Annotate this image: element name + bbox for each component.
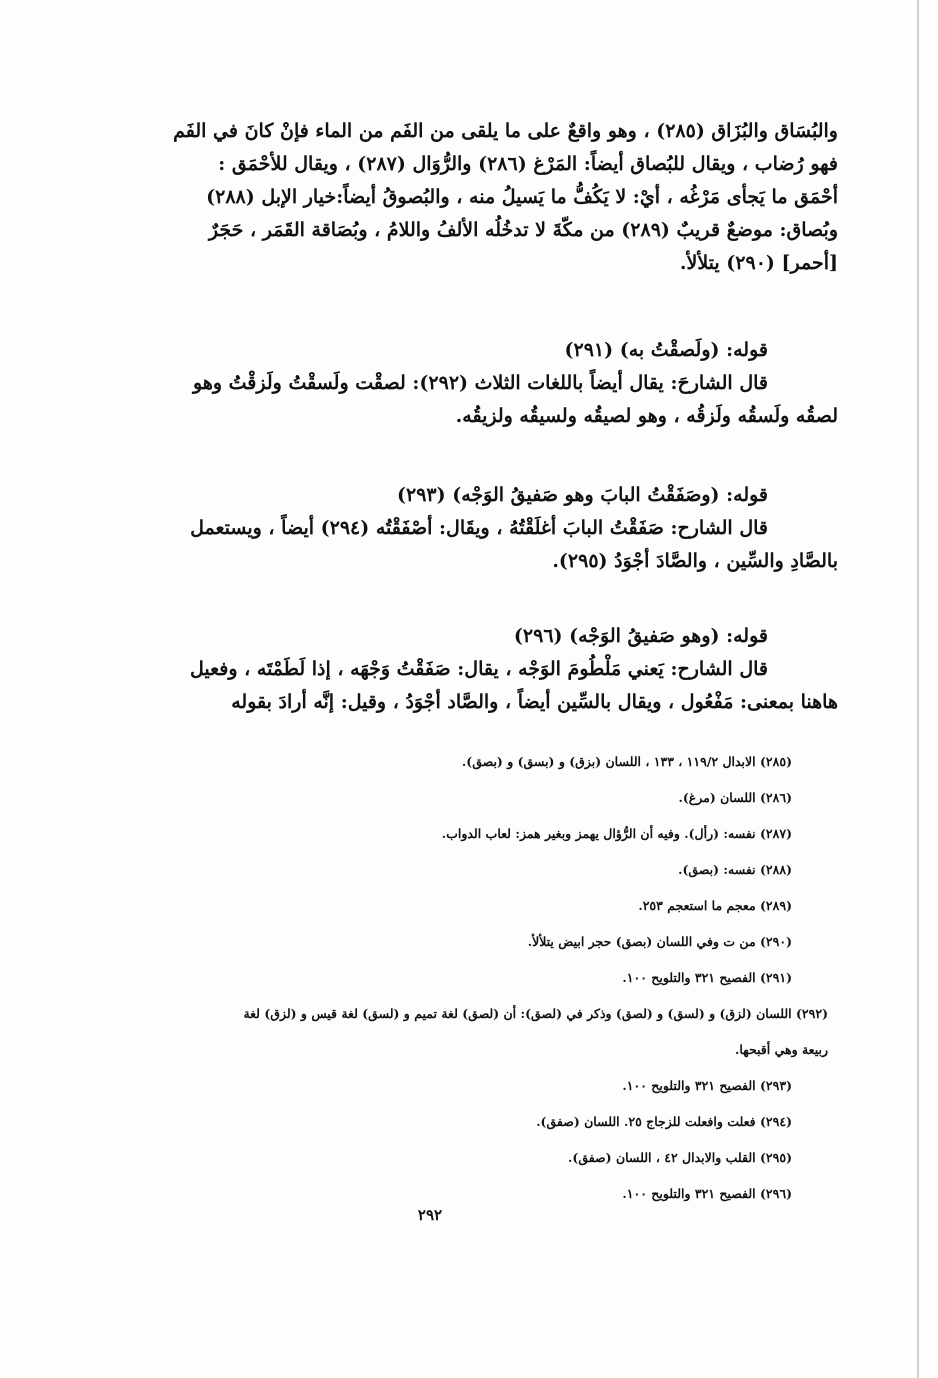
footnote: (٢٩٦) الفصيح ٣٢١ والتلويح ١٠٠. <box>622 1186 792 1201</box>
text-line: قال الشارح: صَفَقْتُ البابَ أغلَقْتُهُ ، ويقَال: أصْفَقْتُه (٢٩٤) أيضاً ، ويستعمل <box>190 517 768 539</box>
text-line: بالصَّادِ والسِّين ، والصَّادَ أجْوَدُ (٢٩٥). <box>552 550 838 572</box>
footnote: (٢٩٢) اللسان (لزق) و (لسق) و (لصق) وذكر في (لصق): أن (لصق) لغة تميم و (لسق) لغة قيس و (لزق) لغة <box>243 1006 828 1021</box>
footnote: (٢٨٧) نفسه: (رأل). وفيه أن الرُّؤال يهمز وبغير همز: لعاب الدواب. <box>441 826 792 841</box>
scan-edge-line <box>917 0 919 1378</box>
text-line: فهو رُضاب ، ويقال للبُصاق أيضاً: المَرْغ (٢٨٦) والرُّوَال (٢٨٧) ، ويقال للأحْمَق : <box>218 153 838 175</box>
quote-heading: قوله: (ولَصقْتُ به) (٢٩١) <box>564 339 768 361</box>
footnotes <box>120 744 828 1212</box>
paragraph-3 <box>128 479 838 578</box>
footnote: (٢٩٣) الفصيح ٣٢١ والتلويح ١٠٠. <box>622 1078 792 1093</box>
text-line: والبُسَاق والبُزَاق (٢٨٥) ، وهو واقعٌ على ما يلقى من الفَم من الماء فإنْ كانَ في الفَم <box>173 120 838 142</box>
paragraph-1 <box>128 115 838 280</box>
quote-heading: قوله: (وصَفَقْتُ البابَ وهو صَفيقُ الوَجْه) (٢٩٣) <box>397 484 768 506</box>
text-line: قال الشارحَ: يقال أيضاً باللغات الثلاث (٢٩٢): لصقْت ولَسقْتُ ولَزقْتُ وهو <box>193 372 768 394</box>
paragraph-2 <box>128 334 838 433</box>
footnote: (٢٩٠) من ت وفي اللسان (بصق) حجر ابيض يتلألأ. <box>527 934 792 949</box>
footnote: (٢٨٩) معجم ما استعجم ٢٥٣. <box>638 898 792 913</box>
text-line: أحْمَق ما يَجأى مَرْغُه ، أيْ: لا يَكُفُّ ما يَسيلُ منه ، والبُصوقُ أيضاً:خيار الإبل (٢٨٨) <box>206 186 838 208</box>
page-number: ٢٩٢ <box>417 1206 443 1224</box>
footnote: (٢٨٨) نفسه: (بصق). <box>678 862 792 877</box>
footnote: (٢٩١) الفصيح ٣٢١ والتلويح ١٠٠. <box>622 970 792 985</box>
footnote-continuation: ربيعة وهي أقبحها. <box>735 1042 828 1057</box>
footnote: (٢٨٥) الابدال ١١٩/٢ ، ١٣٣ ، اللسان (بزق) و (بسق) و (بصق). <box>461 754 792 769</box>
footnote: (٢٩٤) فعلت وافعلت للزجاج ٢٥. اللسان (صفق). <box>536 1114 792 1129</box>
text-line: وبُصاق: موضعٌ قريبٌ (٢٨٩) من مكّةَ لا تدخُلُه الألفُ واللامُ ، وبُصَاقة القَمَر ، حَجَرٌ <box>208 219 838 241</box>
paragraph-4 <box>128 620 838 719</box>
text-line: هاهنا بمعنى: مَفْعُول ، ويقال بالسِّين أيضاً ، والصَّاد أجْوَدُ ، وقيل: إنَّه أرادَ بقوله <box>231 691 838 713</box>
quote-heading: قوله: (وهو صَفيقُ الوَجْه) (٢٩٦) <box>513 625 768 647</box>
text-line: لصقُه ولَسقُه ولَزقُه ، وهو لصيقُه ولسيقُه ولزيقُه. <box>455 405 838 427</box>
footnote: (٢٨٦) اللسان (مرغ). <box>678 790 792 805</box>
text-line: قال الشارح: يَعني مَلْطُومَ الوَجْه ، يقال: صَفَقْتُ وَجْهَه ، إذا لَطَمْتَه ، وفعيل <box>189 658 768 680</box>
footnote: (٢٩٥) القلب والابدال ٤٢ ، اللسان (صفق). <box>568 1150 792 1165</box>
text-line: [أحمر] (٢٩٠) يتلألأ. <box>679 252 838 274</box>
